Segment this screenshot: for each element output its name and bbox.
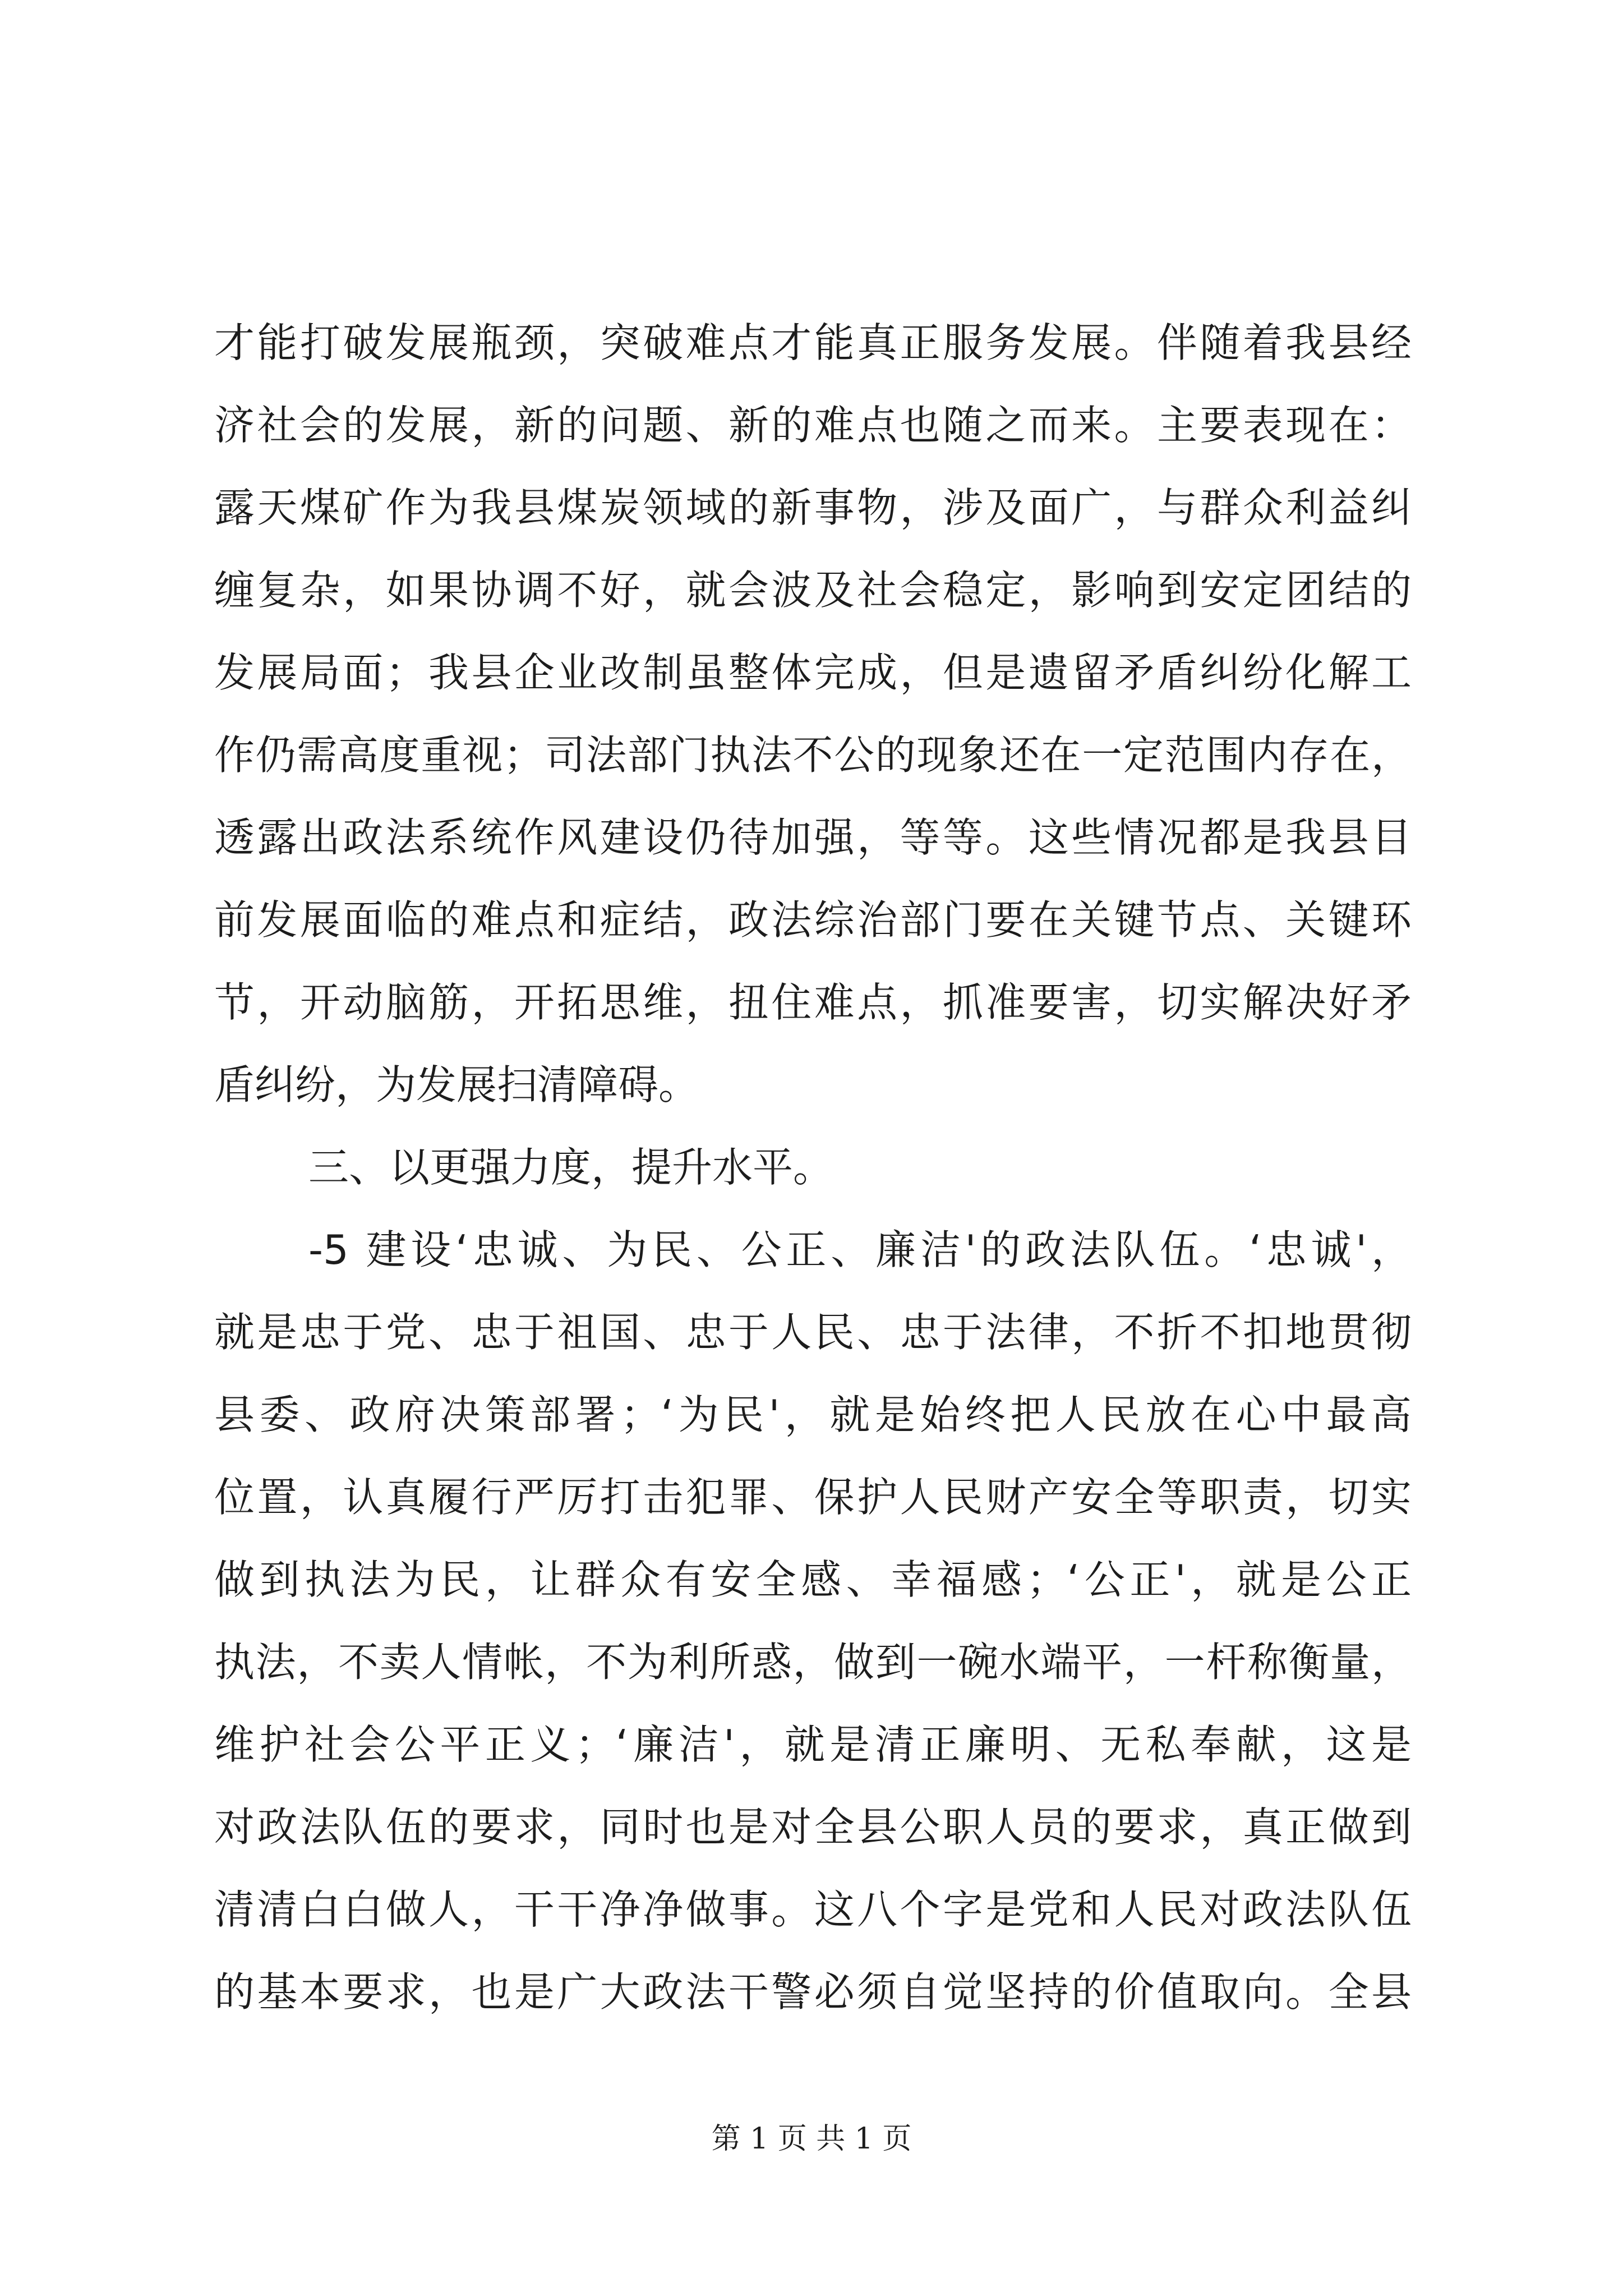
text-line: 执法，不卖人情帐，不为利所惑，做到一碗水端平，一杆称衡量， xyxy=(214,1639,1412,1686)
section-heading: 三、以更强力度，提升水平。 xyxy=(308,1144,834,1191)
page-footer: 第 1 页 共 1 页 xyxy=(711,2122,912,2156)
text-line: 清清白白做人，干干净净做事。这八个字是党和人民对政法队伍 xyxy=(214,1886,1412,1933)
document-body xyxy=(214,302,1412,2033)
text-line: 透露出政法系统作风建设仍待加强，等等。这些情况都是我县目 xyxy=(214,814,1412,861)
text-line: 对政法队伍的要求，同时也是对全县公职人员的要求，真正做到 xyxy=(214,1803,1412,1851)
text-line: 盾纠纷，为发展扫清障碍。 xyxy=(214,1061,699,1108)
text-line: 作仍需高度重视；司法部门执法不公的现象还在一定范围内存在， xyxy=(214,731,1412,779)
text-line: 就是忠于党、忠于祖国、忠于人民、忠于法律，不折不扣地贯彻 xyxy=(214,1309,1412,1356)
text-line: 位置，认真履行严厉打击犯罪、保护人民财产安全等职责，切实 xyxy=(214,1474,1412,1521)
text-line: 前发展面临的难点和症结，政法综治部门要在关键节点、关键环 xyxy=(214,896,1412,944)
text-line: 做到执法为民，让群众有安全感、幸福感；‘公正'，就是公正 xyxy=(214,1556,1412,1603)
text-line: 县委、政府决策部署；‘为民'，就是始终把人民放在心中最高 xyxy=(214,1391,1412,1438)
text-line: -5 建设‘忠诚、为民、公正、廉洁'的政法队伍。‘忠诚'， xyxy=(308,1226,1412,1273)
text-line: 才能打破发展瓶颈，突破难点才能真正服务发展。伴随着我县经 xyxy=(214,319,1412,366)
text-line: 发展局面；我县企业改制虽整体完成，但是遗留矛盾纠纷化解工 xyxy=(214,649,1412,696)
text-line: 的基本要求，也是广大政法干警必须自觉坚持的价值取向。全县 xyxy=(214,1968,1412,2016)
text-line: 缠复杂，如果协调不好，就会波及社会稳定，影响到安定团结的 xyxy=(214,567,1412,614)
text-line: 露天煤矿作为我县煤炭领域的新事物，涉及面广，与群众利益纠 xyxy=(214,484,1412,531)
text-line: 节，开动脑筋，开拓思维，扭住难点，抓准要害，切实解决好矛 xyxy=(214,979,1412,1026)
text-line: 济社会的发展，新的问题、新的难点也随之而来。主要表现在： xyxy=(214,402,1412,449)
text-line: 维护社会公平正义；‘廉洁'，就是清正廉明、无私奉献，这是 xyxy=(214,1721,1412,1768)
